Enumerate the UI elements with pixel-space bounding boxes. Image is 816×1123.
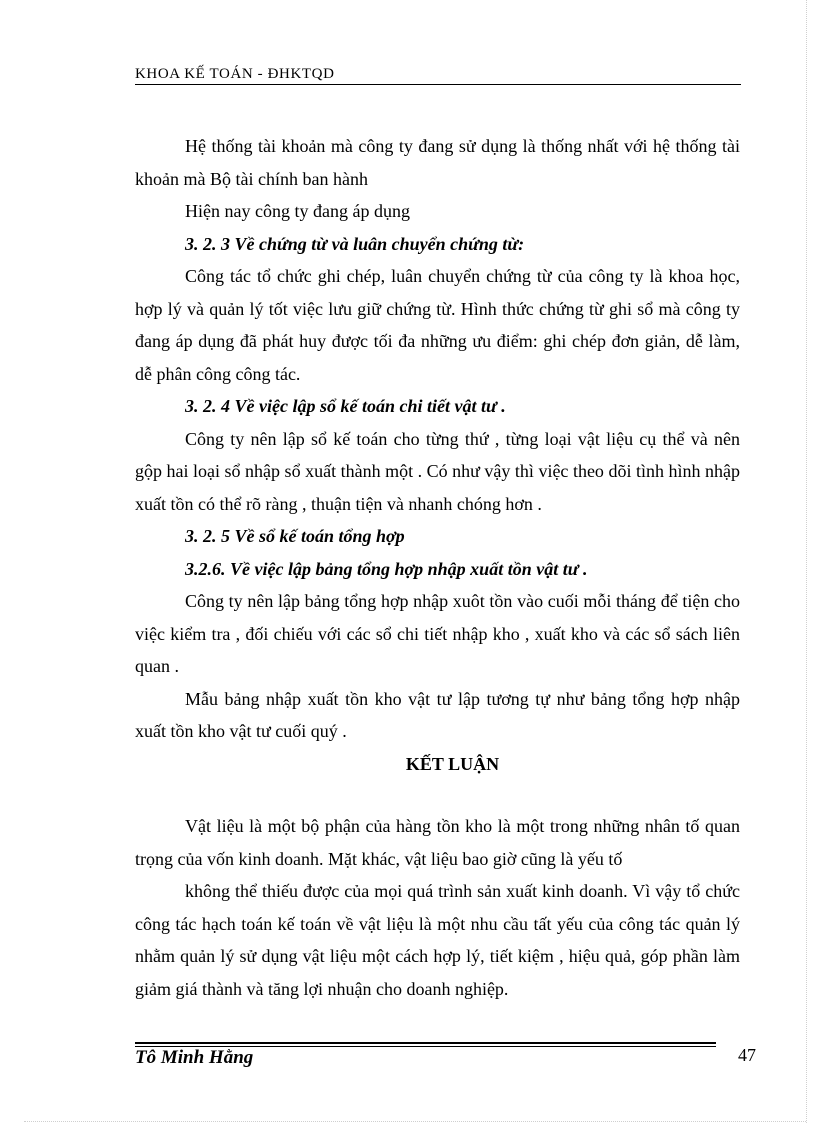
running-header: KHOA KẾ TOÁN - ĐHKTQD [135,66,335,82]
heading-3-2-5: 3. 2. 5 Về sổ kế toán tổng hợp [185,526,405,546]
page-edge-bottom [24,1121,806,1122]
page-edge-right [806,0,807,1123]
heading-3-2-3: 3. 2. 3 Về chứng từ và luân chuyển chứng từ: [185,233,525,254]
paragraph-vouchers: Công tác tổ chức ghi chép, luân chuyển chứng từ của công ty là khoa học, hợp lý và quản lý tốt việc lưu giữ chứng từ. Hình thức chứng từ ghi sổ mà công ty đang áp dụng đã phát huy được tối đa những ưu điểm: ghi chép đơn giản, dễ làm, dễ phân công công tác. [135,266,740,384]
page-number: 47 [738,1045,756,1065]
footer-rule-thick [135,1042,716,1044]
header-rule [135,84,741,85]
paragraph-conclusion-2: không thể thiếu được của mọi quá trình sản xuất kinh doanh. Vì vậy tổ chức công tác hạch toán kế toán về vật liệu là một nhu cầu tất yếu của công tác quản lý nhằm quản lý sử dụng vật liệu một cách hợp lý, tiết kiệm , hiệu quả, góp phần làm giảm giá thành và tăng lợi nhuận cho doanh nghiệp. [135,881,740,999]
paragraph-account-system: Hệ thống tài khoản mà công ty đang sử dụng là thống nhất với hệ thống tài khoản mà Bộ tài chính ban hành [135,136,740,189]
paragraph-template: Mẫu bảng nhập xuất tồn kho vật tư lập tương tự như bảng tổng hợp nhập xuất tồn kho vật tư cuối quý . [135,688,740,741]
heading-3-2-4: 3. 2. 4 Về việc lập sổ kế toán chi tiết vật tư . [185,396,506,416]
spacer [135,780,740,810]
paragraph-conclusion-1: Vật liệu là một bộ phận của hàng tồn kho là một trong những nhân tố quan trọng của vốn kinh doanh. Mặt khác, vật liệu bao giờ cũng là yếu tố [135,816,740,869]
heading-3-2-6: 3.2.6. Về việc lập bảng tổng hợp nhập xuất tồn vật tư . [185,558,588,579]
conclusion-title: KẾT LUẬN [405,753,500,774]
page-body [135,130,740,1005]
paragraph-current-applied: Hiện nay công ty đang áp dụng [185,201,410,221]
paragraph-detail-ledger: Công ty nên lập sổ kế toán cho từng thứ , từng loại vật liệu cụ thể và nên gộp hai loại sổ nhập sổ xuất thành một . Có như vậy thì việc theo dõi tình hình nhập xuất tồn có thể rõ ràng , thuận tiện và nhanh chóng hơn . [135,428,740,514]
paragraph-summary-table: Công ty nên lập bảng tổng hợp nhập xuôt tồn vào cuối mỗi tháng để tiện cho việc kiểm tra , đối chiếu với các sổ chi tiết nhập kho , xuất kho và các sổ sách liên quan . [135,591,740,676]
footer-author: Tô Minh Hằng [135,1047,254,1068]
